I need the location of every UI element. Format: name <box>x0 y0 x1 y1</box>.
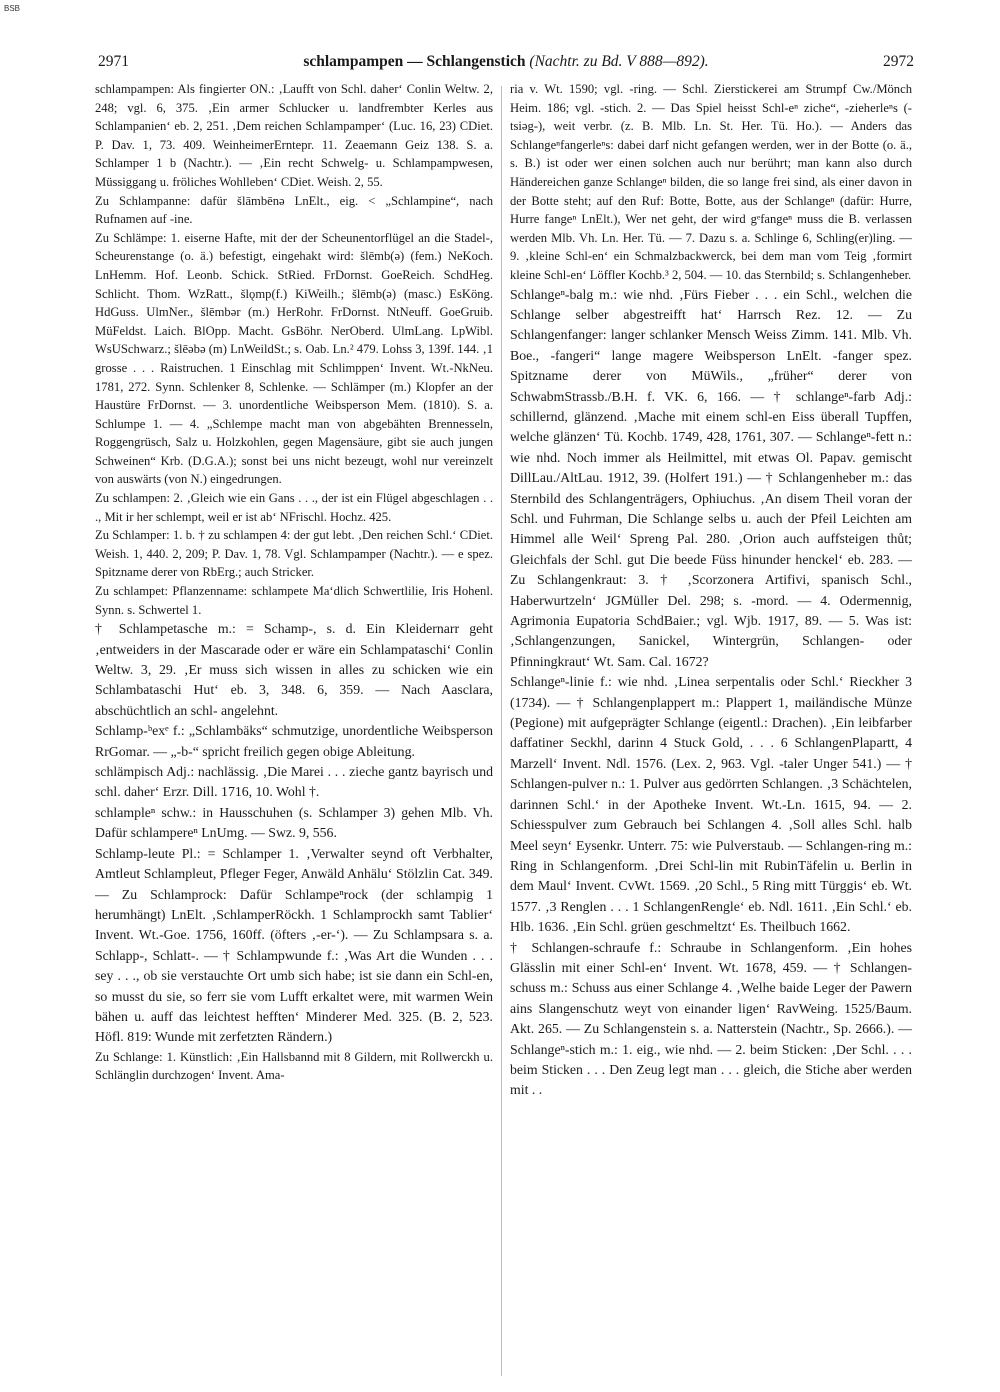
entry-schlampanne: Zu Schlampanne: dafür šlāmbēnə LnElt., eig. < „Schlampine“, nach Rufnamen auf -ine. <box>95 193 493 227</box>
entry-schlamp-leute: Schlamp-leute Pl.: = Schlamper 1. ‚Verwalter seynd oft Verbhalter, Amtleut Schlampleut, Pfleger Feger, Anwäld Anhälu‘ Stölzlin Cat. 349. — Zu Schlamprock: Dafür Schlampeⁿrock (der schlampig 1 herumhängt) LnElt. ‚SchlamperRöckh. 1 Schlamprockh samt Tablier‘ Invent. Wt.-Goe. 1756, 160ff. (öfters ‚-er-‘). — Zu Schlampsara s. a. Schlapp-, Schlatt-. — † Schlampwunde f.: ‚Was Art die Wunden . . . sey . . ., ob sie verstauchte Ort umb sich habe; ist sie dann ein Schl-en, so musst du sie, so ferr sie vom Lufft erkaltet were, mit warmen Wein bähen u. auff das leichtest hefften‘ Minderer Med. 325. (B. 2, 523. Höfl. 819: Wunde mit zerfetzten Rändern.) <box>95 845 493 1045</box>
entry-schlampampen: schlampampen: Als fingierter ON.: ‚Laufft von Schl. daher‘ Conlin Weltw. 2, 248; vgl. 6, 375. ‚Ein armer Schlucker u. landfrembter Kerles aus Schlampanien‘ eb. 2, 251. ‚Dem reichen Schlampamper‘ (Luc. 16, 23) CDiet. P. Dav. 1, 73. 409. WeinheimerErntepr. 11. Zeaemann Geiz 138. S. a. Schlamper 1 b (Nachtr.). — ‚Ein recht Schwelg- u. Schlampampwesen, Müssiggang u. fröliches Wohlleben‘ CDiet. Weish. 2, 55. <box>95 82 493 189</box>
entry-schlangen-linie: Schlangeⁿ-linie f.: wie nhd. ‚Linea serpentalis oder Schl.‘ Rieckher 3 (1734). — † Schlangenplappert m.: Plappert 1, mailändische Münze (Pegione) mit aufgeprägter Schlange (eigentl.: Drachen). ‚Ein leibfarber daffatiner Seckhl, darinn 4 Stuck Gold, . . . 6 SchlangenPlapartt, 4 Marzell‘ Invent. Ndl. 1576. (Lex. 2, 963. Vgl. -taler Unger 541.) — † Schlangen-pulver n.: 1. Pulver aus gedörrten Schlangen. ‚3 Schächtelen, darinnen Schl.‘ in der Apotheke Invent. Wt.-Ln. 1615, 94. — 2. Schiesspulver zum Gebrauch bei Schlangen 4. ‚Soll alles Schl. halb Meel seyn‘ Eysenkr. Unterr. 75: wie Pulverstaub. — Schlangen-ring m.: Ring in Schlangenform. ‚Drei Schl-lin mit RubinTäfelin u. Berlin in dem Maul‘ Invent. CvWt. 1569. ‚20 Schl., 5 Ring mitt Türggis‘ eb. Wt. 1577. ‚3 Renglen . . . 1 SchlangenRengle‘ eb. Ndl. 1611. ‚Ein Schl.‘ eb. Hlb. 1636. ‚Ein Schl. grüen geschmeltzt‘ Es. Theilbuch 1662. <box>510 674 912 935</box>
entry-schlamper: Zu Schlamper: 1. b. † zu schlampen 4: der gut lebt. ‚Den reichen Schl.‘ CDiet. Weish. 1, 440. 2, 209; P. Dav. 1, 78. Vgl. Schlampamper (Nachtr.). — e spez. Spitzname derer von RbErg.; auch Stricker. <box>95 528 493 580</box>
running-title-lemmas: schlampampen — Schlangenstich <box>303 53 526 70</box>
entry-schlaempisch: schlämpisch Adj.: nachlässig. ‚Die Marei . . . zieche gantz bayrisch und schl. daher‘ Erzr. Dill. 1716, 10. Wohl †. <box>95 764 493 800</box>
page-number-left: 2971 <box>98 53 129 70</box>
page-number-right: 2972 <box>883 53 914 70</box>
entry-schlange-continued: ria v. Wt. 1590; vgl. -ring. — Schl. Zierstickerei am Strumpf Cw./Mönch Heim. 186; vgl. -stich. 2. — Das Spiel heisst Schl-eⁿ ziche“, -zieherleⁿs (-tsiəg-), weit verbr. (z. B. Mlb. Ln. St. Her. Tü. Ho.). — Anders das Schlangeⁿfangerleⁿs: dabei darf nicht gefangen werden, wer in der Botte (o. ä., s. B.) ist oder wer einen solchen auch nur berührt; man kann also durch Händereichen ganze Schlangeⁿ bilden, die so lange frei sind, als einer davon in der Botte steht; auf den Ruf: Botte, Botte, aus der Schlangeⁿ (dafür: Hurre, Hurre fangeⁿ LnElt.), Wer net geht, der wird gᵉfangeⁿ muss die B. verlassen werden Mlb. Vh. Ln. Her. Tü. — 7. Dazu s. a. Schlinge 6, Schling(er)ling. — 9. ‚kleine Schl-en‘ ein Schmalzbackwerck, bei dem man vom Teig ‚formirt kleine Schl-en‘ Löffler Kochb.³ 2, 504. — 10. das Sternbild; s. Schlangenheber. <box>510 82 912 282</box>
entry-schlangen-balg: Schlangeⁿ-balg m.: wie nhd. ‚Fürs Fieber . . . ein Schl., welchen die Schlange selber abgestreifft hat‘ Harrsch Rez. 12. — Zu Schlangenfanger: langer schlanker Mensch Weiss Zimm. 141. Mlb. Vh. Boe., -fangeri“ lange magere Weibsperson LnElt. -fanger spez. Spitzname derer von MüWils., „früher“ derer von SchwabmStrassb./B.H. f. VK. 6, 166. — † schlangeⁿ-farb Adj.: schillernd, glänzend. ‚Mache mit einem schl-en Eiss überall Tupffen, welche glänzen‘ Tü. Kochb. 1749, 428, 1761, 307. — Schlangeⁿ-fett n.: wie nhd. Noch immer als Heilmittel, mit etwas Ol. Papav. gemischt DillLau./AltLau. 1912, 39. (Holfert 191.) — † Schlangenheber m.: das Sternbild des Schlangenträgers, Ophiuchus. ‚An disem Theil voran der Schl. und Fuhrman, Die Schlange selbs u. auch der Pfeil Leichten am Himmel alle Weil‘ Spreng Pal. 280. ‚Orion auch auffsteigen thůt; Gleichfals der Schl. gut Die beede Füss hinunder henckel‘ eb. 283. — Zu Schlangenkraut: 3. † ‚Scorzonera Artifivi, spanisch Schl., Haberwurtzeln‘ JGMüller Del. 298; s. -mord. — 4. Odermennig, Agrimonia Eupatoria SchdBaier.; vgl. Wjb. 1917, 89. — 5. Was ist: ‚Schlangenzungen, Sanickel, Wintergrün, Schlangen- oder Pfinningkraut‘ Wt. Sam. Cal. 1672? <box>510 286 912 669</box>
entry-schlampen: Zu schlampen: 2. ‚Gleich wie ein Gans . . ., der ist ein Flügel abgeschlagen . . ., Mit ir her schlempt, weil er ist ab‘ NFrischl. Hochz. 425. <box>95 491 493 524</box>
library-stamp: BSB <box>4 4 21 13</box>
running-title-note: (Nachtr. zu Bd. V 888—892). <box>529 53 709 70</box>
page-header <box>98 52 914 74</box>
running-title <box>98 52 914 72</box>
column-divider <box>501 86 502 1376</box>
entry-schlaempe: Zu Schlämpe: 1. eiserne Hafte, mit der der Scheunentorflügel an die Stadel-, Scheurenstange (o. ä.) befestigt, eingehakt wird: šlēmb(ə) (fem.) NeKoch. LnHemm. Hof. Leonb. Schick. StRied. FrDornst. GoeReich. SchdHeg. Schlicht. Thom. WzRatt., šlǫmp(f.) KiWeilh.; šlēmb(ə) (masc.) EsKöng. HdGuss. UlmNer., šlēmbər (m.) HerRohr. FrDornst. NtNeuff. GoeGruib. MüFeldst. Laich. BlOpp. Macht. GsBöhr. NerOberd. UlmLang. LpWibl. WsUSchwarz.; šlēəbə (m) LnWeildSt.; s. Oab. Ln.² 479. Lohss 3, 139f. 144. ‚1 grosse . . . Raistruchen. 1 Einschlag mit Schlimppen‘ Invent. Wt.-NkNeu. 1781, 272. Synn. Schlenker 8, Schlenke. — Schlämper (m.) Klopfer an der Haustüre FrDornst. — 3. unordentliche Weibsperson Mem. (1810). S. a. Schlumpe 1. — 4. „Schlempe macht man von abgebähten Brennesseln, Roggengrüsch, Salz u. Holzkohlen, gegen Magensäure, gibt sie auch jungen Schweinen“ Krb. (D.G.A.); sonst bei uns nicht bezeugt, wohl nur vereinzelt von auswärts (von N.) eingedrungen. <box>95 230 493 487</box>
left-column <box>95 80 493 1380</box>
entry-schlampet: Zu schlampet: Pflanzenname: schlampete Ma‘dlich Schwertlilie, Iris Hohenl. Synn. s. Schwertel 1. <box>95 584 493 617</box>
entry-schlampetasche: † Schlampetasche m.: = Schamp-, s. d. Ein Kleidernarr geht ‚entweiders in der Mascarade oder er wäre ein Schlampataschi‘ Conlin Weltw. 3, 29. ‚Er muss sich wissen in alles zu schicken wie ein Schlambataschi Hut‘ eb. 3, 348. 6, 359. — Nach Aasclara, abschüchtlich an schl- angelehnt. <box>95 621 493 718</box>
entry-schlamplen: schlampleⁿ schw.: in Hausschuhen (s. Schlamper 3) gehen Mlb. Vh. Dafür schlampereⁿ LnUmg. — Swz. 9, 556. <box>95 804 493 841</box>
entry-schlange: Zu Schlange: 1. Künstlich: ‚Ein Hallsbannd mit 8 Gildern, mit Rollwerckh u. Schlänglin durchzogen‘ Invent. Ama- <box>95 1049 493 1083</box>
entry-schlamp-bexe: Schlamp-ᵇexᵉ f.: „Schlambäks“ schmutzige, unordentliche Weibsperson RrGomar. — „-b-“ spricht freilich gegen obige Ableitung. <box>95 723 493 759</box>
entry-schlangen-schraufe: † Schlangen-schraufe f.: Schraube in Schlangenform. ‚Ein hohes Glässlin mit einer Schl-en‘ Invent. Wt. 1678, 459. — † Schlangen-schuss m.: Schuss aus einer Schlange 4. ‚Welhe baide Leger der Pawern ains Slangenschutz weyt von einander ligen‘ RavWeing. 1525/Baum. Akt. 265. — Zu Schlangenstein s. a. Natterstein (Nachtr., Sp. 2666.). — Schlangeⁿ-stich m.: 1. eig., wie nhd. — 2. beim Sticken: ‚Der Schl. . . . beim Sticken . . . Den Zeug legt man . . . gleich, die Stiche aber werden mit . . <box>510 939 912 1098</box>
right-column <box>510 80 912 1380</box>
